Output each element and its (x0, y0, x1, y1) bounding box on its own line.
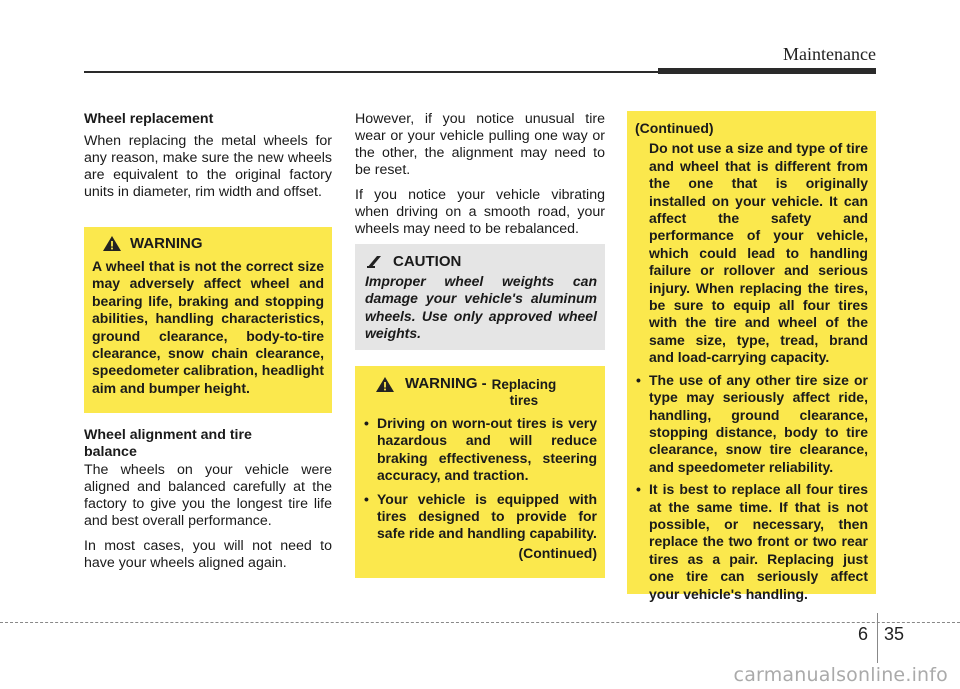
wheel-alignment-heading-line1: Wheel alignment and tire (84, 427, 252, 443)
warning-box (84, 227, 332, 413)
chapter-number: 6 (858, 624, 869, 644)
warning-continued-box (627, 111, 876, 602)
section-title: Maintenance (783, 44, 876, 64)
warning2-subtitle-line1: Replacing (491, 377, 557, 392)
caution-box (355, 244, 605, 350)
warning-replacing-tires-box (355, 366, 605, 578)
watermark: carmanualsonline.info (733, 664, 948, 686)
continued-intro: Do not use a size and type of tire and wheel that is different from the one that is originally installed on your vehicle. It can affect the safety and performance of your vehicle, which could lead to handling failure or rollover and serious injury. When replacing the tires, be sure to equip all four tires with the tire and wheel of the same size, type, tread, brand and load-carrying capacity. (649, 140, 868, 366)
wheel-replacement-heading: Wheel replacement (84, 111, 214, 127)
warning2-subtitle-line2: tires (509, 393, 539, 408)
warning2-title-text: WARNING - (405, 375, 487, 392)
caution-slash-icon (365, 255, 385, 269)
wheel-alignment-para2: In most cases, you will not need to have your wheels aligned again. (84, 538, 332, 571)
page-number: 35 (884, 624, 905, 644)
header-rule-accent (658, 68, 876, 74)
page-number-divider (877, 613, 878, 663)
wheel-replacement-body: When replacing the metal wheels for any reason, make sure the new wheels are equivalent to the original factory units in diameter, rim width and offset. (84, 133, 332, 200)
middle-para2: If you notice your vehicle vibrating when driving on a smooth road, your wheels may need to be rebalanced. (355, 187, 605, 237)
continued-bullet: • It is best to replace all four tires at the same time. If that is not possible, or necessary, then replace the two front or two rear tires as a pair. Replacing just one tire can seriously affect your vehicle's handling. (635, 481, 868, 603)
warning2-body (363, 415, 597, 562)
warning2-bullet: • Your vehicle is equipped with tires designed to provide for safe ride and handling capability. (363, 491, 597, 543)
alignment-continued-section (355, 111, 605, 246)
warning2-continued: (Continued) (518, 544, 597, 561)
warning-replacing-tires-title (375, 375, 597, 409)
warning-title-text: WARNING (130, 235, 203, 252)
wheel-alignment-heading-line2: balance (84, 444, 137, 460)
wheel-alignment-para1: The wheels on your vehicle were aligned and balanced carefully at the factory to give you the longest tire life and best overall performance. (84, 462, 332, 529)
caution-body: Improper wheel weights can damage your vehicle's aluminum wheels. Use only approved wheel weights. (365, 273, 597, 342)
warning-triangle-icon (375, 376, 395, 393)
header-rule (84, 71, 664, 73)
continued-bullets (635, 372, 868, 603)
wheel-alignment-heading (84, 427, 332, 461)
warning-body: A wheel that is not the correct size may adversely affect wheel and bearing life, braking and stopping abilities, handling characteristics, ground clearance, body-to-tire clearance, snow chain clearance, speedometer calibration, headlight aim and bumper height. (92, 258, 324, 396)
wheel-replacement-section (84, 111, 332, 209)
wheel-alignment-section (84, 427, 332, 580)
warning2-subtitle (492, 375, 557, 409)
warning-triangle-icon (102, 235, 122, 252)
warning2-bullet: • Driving on worn-out tires is very hazardous and will reduce braking effectiveness, steering accuracy, and traction. (363, 415, 597, 485)
caution-title (365, 253, 597, 270)
warning-title (102, 235, 324, 252)
caution-title-text: CAUTION (393, 253, 462, 270)
continued-bullet: • The use of any other tire size or type may seriously affect ride, handling, ground clearance, stopping distance, body to tire clearance, snow tire clearance, and speedometer reliability. (635, 372, 868, 476)
continued-label: (Continued) (635, 120, 714, 136)
middle-para1: However, if you notice unusual tire wear or your vehicle pulling one way or the other, the alignment may need to be reset. (355, 111, 605, 178)
footer-rule (0, 622, 960, 623)
